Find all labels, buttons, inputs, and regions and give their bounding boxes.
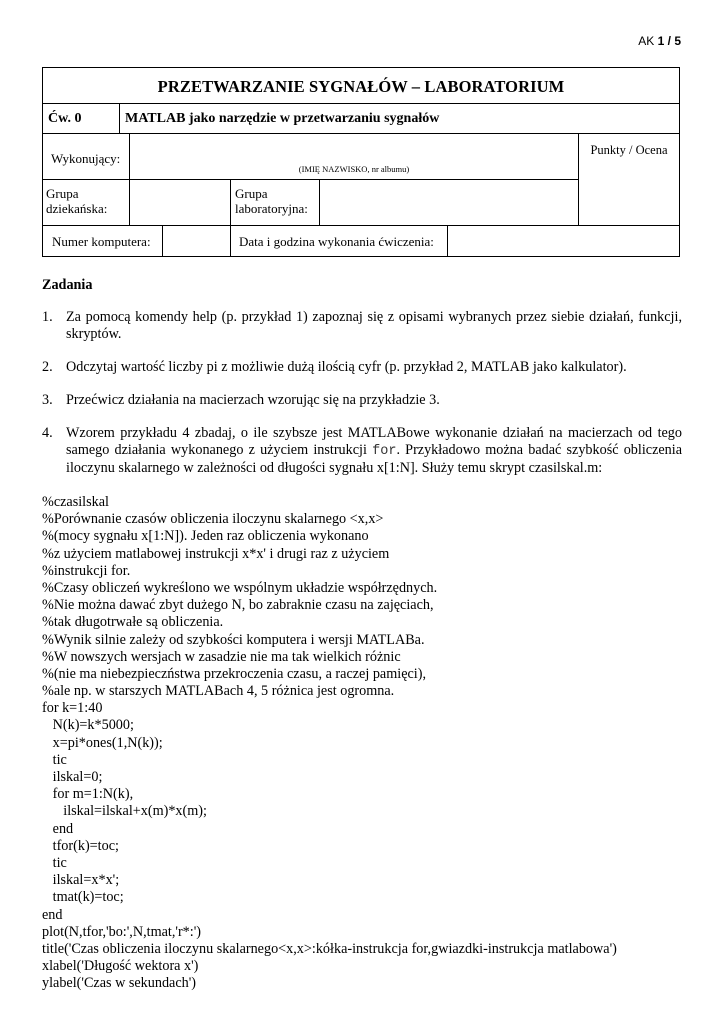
code-line: N(k)=k*5000; xyxy=(42,717,134,734)
code-line: %Czasy obliczeń wykreślono we wspólnym układzie współrzędnych. xyxy=(42,579,438,596)
code-line: ylabel('Czas w sekundach') xyxy=(42,975,197,992)
col-divider xyxy=(447,225,448,256)
code-line: %Porównanie czasów obliczenia iloczynu skalarnego <x,x> xyxy=(42,511,384,528)
tasks-section xyxy=(42,276,682,477)
col-divider xyxy=(230,225,231,256)
code-line: for m=1:N(k), xyxy=(42,786,134,803)
page-number: AK 1 / 5 xyxy=(638,34,681,48)
item-number: 1. xyxy=(42,309,53,325)
code-line: plot(N,tfor,'bo:',N,tmat,'r*:') xyxy=(42,923,201,940)
code-line: %Nie można dawać zbyt dużego N, bo zabraknie czasu na zajęciach, xyxy=(42,597,434,614)
points-label: Punkty / Ocena xyxy=(590,143,668,157)
code-line: x=pi*ones(1,N(k)); xyxy=(42,734,163,751)
computer-number-label: Numer komputera: xyxy=(52,234,151,249)
exercise-title: MATLAB jako narzędzie w przetwarzaniu sygnałów xyxy=(125,111,440,126)
code-line: %tak długotrwałe są obliczenia. xyxy=(42,614,224,631)
code-line: %instrukcji for. xyxy=(42,562,131,579)
item-number: 3. xyxy=(42,392,53,408)
code-line: ilskal=ilskal+x(m)*x(m); xyxy=(42,803,207,820)
item-text: Przećwicz działania na macierzach wzorując się na przykładzie 3. xyxy=(66,392,440,408)
item-text: Odczytaj wartość liczby pi z możliwie dużą ilością cyfr (p. przykład 2, MATLAB jako kalkulator). xyxy=(66,359,627,375)
lab-group-label: Grupa laboratoryjna: xyxy=(235,186,308,216)
item-text: Wzorem przykładu 4 zbadaj, o ile szybsze jest MATLABowe wykonanie działań na macierzach od tego samego działania wykonanego z użyciem instrukcji xyxy=(66,425,682,458)
header-form xyxy=(42,67,680,257)
code-line: tfor(k)=toc; xyxy=(42,837,119,854)
row-divider xyxy=(42,103,680,104)
list-item xyxy=(42,425,682,477)
code-line: for k=1:40 xyxy=(42,700,103,717)
code-line: end xyxy=(42,820,74,837)
item-text: Za pomocą komendy help (p. przykład 1) zapoznaj się z opisami wybranych przez siebie działań, funkcji, skryptów. xyxy=(66,309,682,342)
row-divider xyxy=(42,225,680,226)
code-line: %Wynik silnie zależy od szybkości komputera i wersji MATLABa. xyxy=(42,631,425,648)
border-bottom xyxy=(42,256,680,257)
code-line: %(nie ma niebezpieczństwa przekroczenia czasu, a raczej pamięci), xyxy=(42,665,427,682)
inline-code: for xyxy=(372,444,397,459)
col-divider xyxy=(319,179,320,225)
item-text: . Przykładowo można badać szybkość obliczenia iloczynu skalarnego w zależności od długości sygnału x[1:N]. Służy temu skrypt czasilskal.m: xyxy=(66,442,682,476)
code-line: %z użyciem matlabowej instrukcji x*x' i drugi raz z użyciem xyxy=(42,545,390,562)
code-line: title('Czas obliczenia iloczynu skalarnego<x,x>:kółka-instrukcja for,gwiazdki-instrukcja matlabowa') xyxy=(42,940,617,957)
col-divider xyxy=(119,103,120,133)
code-line: %ale np. w starszych MATLABach 4, 5 różnica jest ogromna. xyxy=(42,683,395,700)
col-divider xyxy=(230,179,231,225)
dean-group-label: Grupa dziekańska: xyxy=(46,186,108,216)
row-divider xyxy=(42,133,680,134)
code-listing xyxy=(42,494,682,992)
form-title: PRZETWARZANIE SYGNAŁÓW – LABORATORIUM xyxy=(157,77,565,96)
code-line: ilskal=0; xyxy=(42,769,103,785)
col-divider xyxy=(162,225,163,256)
code-line: tmat(k)=toc; xyxy=(42,889,124,906)
datetime-label: Data i godzina wykonania ćwiczenia: xyxy=(239,234,434,249)
section-title: Zadania xyxy=(42,277,93,293)
code-line: end xyxy=(42,906,63,923)
list-item xyxy=(42,392,682,409)
item-number: 4. xyxy=(42,425,53,441)
code-line: tic xyxy=(42,854,67,871)
code-line: tic xyxy=(42,751,67,768)
code-line: %czasilskal xyxy=(42,494,109,510)
code-line: %(mocy sygnału x[1:N]). Jeden raz obliczenia wykonano xyxy=(42,528,369,545)
task-list xyxy=(42,309,682,477)
performer-label: Wykonujący: xyxy=(51,151,121,166)
item-number: 2. xyxy=(42,359,53,375)
list-item xyxy=(42,309,682,343)
border-top xyxy=(42,67,680,68)
code-line: %W nowszych wersjach w zasadzie nie ma tak wielkich różnic xyxy=(42,648,401,665)
code-line: xlabel('Długość wektora x') xyxy=(42,958,199,975)
row-divider xyxy=(42,179,578,180)
performer-hint: (IMIĘ NAZWISKO, nr albumu) xyxy=(298,164,410,174)
list-item xyxy=(42,359,682,376)
code-line: ilskal=x*x'; xyxy=(42,872,120,889)
exercise-number: Ćw. 0 xyxy=(48,111,82,126)
